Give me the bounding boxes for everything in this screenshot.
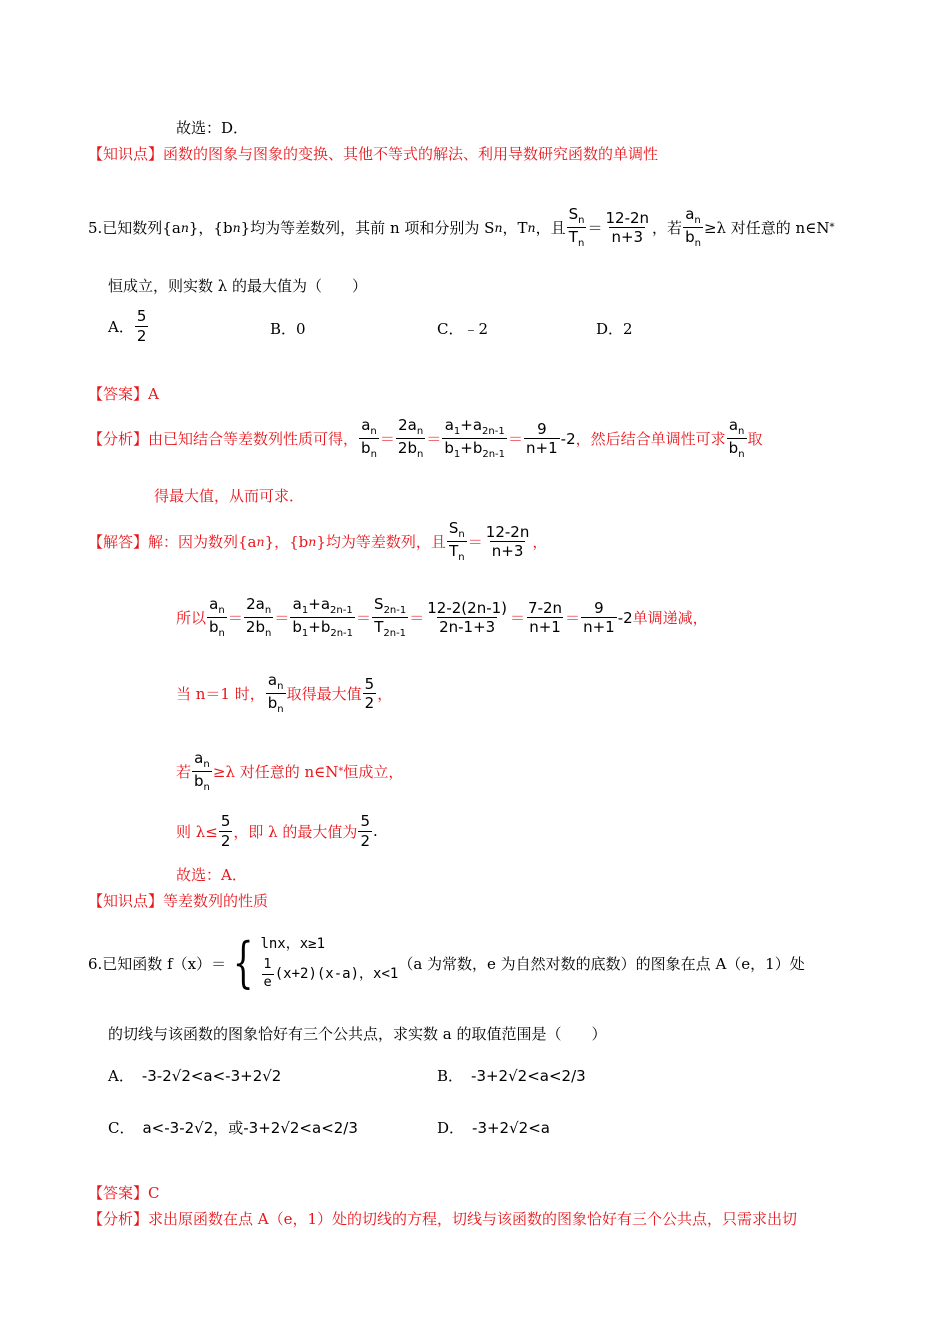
knowledge-point-line: [88, 143, 658, 164]
q5-solution-line5: 则 λ≤ $\frac{5}{2}$ ，即 λ 的最大值为 $\frac{5}{2}$ .: [176, 812, 378, 850]
q5-option-a: A． $\frac{5}{2}$: [108, 307, 147, 345]
q5-answer-line: [88, 383, 159, 404]
solution-tag: 【解答】: [88, 533, 149, 551]
q5-stem-line1: 5.已知数列{a n }，{b n }均为等差数列，其前 n 项和分别为 S n ，T n ，且 $\frac{S_n}{T_n}$ ＝ $\frac{12-2n}{n+3}$ ，若 $\frac{a_n}{b_n}$ ≥λ 对任意的 n∈N *: [88, 205, 835, 249]
q5-option-d: D．2: [596, 320, 633, 338]
frac-an-bn: $\frac{a_n}{b_n}$: [685, 205, 701, 249]
q6-analysis-line: 【分析】求出原函数在点 A（e，1）处的切线的方程，切线与该函数的图象恰好有三个公共点，只需求出切: [88, 1210, 798, 1228]
left-brace-icon: {: [232, 931, 254, 994]
q5-option-b: B．0: [270, 320, 306, 338]
q5-solution-line3: 当 n＝1 时， $\frac{a_n}{b_n}$ 取得最大值 $\frac{5}{2}$ ，: [176, 671, 393, 715]
q5-knowledge-line: 【知识点】等差数列的性质: [88, 892, 269, 910]
answer-tag: 【答案】: [88, 385, 149, 403]
q6-option-a: A． -3-2√2<a<-3+2√2: [108, 1066, 282, 1085]
frac-5-2: $\frac{5}{2}$: [136, 307, 147, 345]
q5-solution-line2: 所以 $\frac{a_n}{b_n}$ ＝ $\frac{2a_n}{2b_n}$ ＝ $\frac{a_1+a_{2n-1}}{b_1+b_{2n-1}}$ ＝ $\frac{S_{2n-1}}{T_{2n-1}}$ ＝ $\frac{12-2(2n-1)}{2n-1+3}$ ＝ $\frac{7-2n}{n+1}$ ＝ $\frac{9}{n+1}$ -2 单调递减，: [176, 595, 708, 639]
q5-solution-line1: 【解答】 解：因为数列{a n }，{b n }均为等差数列，且 $\frac{S_n}{T_n}$ ＝ $\frac{12-2n}{n+3}$ ，: [88, 519, 548, 563]
q5-analysis-line1: 【分析】 由已知结合等差数列性质可得， $\frac{a_n}{b_n}$ ＝ $\frac{2a_n}{2b_n}$ ＝ $\frac{a_1+a_{2n-1}}{b_1+b_{2n-1}}$ ＝ $\frac{9}{n+1}$ -2 ，然后结合单调性可求 $\frac{a_n}{b_n}$ 取: [88, 416, 763, 460]
frac-sn-tn: $\frac{S_n}{T_n}$: [568, 205, 585, 249]
knowledge-text: 函数的图象与图象的变换、其他不等式的解法、利用导数研究函数的单调性: [163, 145, 659, 163]
knowledge-tag: 【知识点】: [88, 145, 164, 163]
q5-choose-line: 故选：A．: [176, 866, 247, 884]
analysis-tag: 【分析】: [88, 430, 149, 448]
q6-option-c: C． a<-3-2√2，或-3+2√2<a<2/3: [108, 1119, 358, 1137]
frac-12-2n: $\frac{12-2n}{n+3}$: [605, 208, 650, 246]
q6-answer-line: 【答案】C: [88, 1184, 160, 1202]
piecewise-cases: [260, 936, 398, 990]
piecewise-case-2: $\frac{1}{e}$ (x+2)(x-a)，x<1: [263, 957, 399, 990]
q6-stem-line1: 6.已知函数 f（x）＝ { lnx，x≥1 $\frac{1}{e}$ (x+2)(x-a)，x<1 （a 为常数，e 为自然对数的底数）的图象在点 A（e，1）处: [88, 931, 805, 994]
piecewise-case-1: lnx，x≥1: [260, 936, 326, 953]
q5-stem-line2: 恒成立，则实数 λ 的最大值为（ ）: [108, 277, 368, 295]
q6-option-b: B． -3+2√2<a<2/3: [437, 1066, 586, 1085]
q6-stem-line2: 的切线与该函数的图象恰好有三个公共点，求实数 a 的取值范围是（ ）: [108, 1025, 607, 1043]
q5-analysis-line2: 得最大值，从而可求．: [154, 487, 305, 505]
choose-d-line: 故选：D．: [176, 119, 249, 137]
answer-value: A: [148, 385, 159, 403]
q6-option-d: D． -3+2√2<a: [437, 1118, 550, 1137]
q5-solution-line4: 若 $\frac{a_n}{b_n}$ ≥λ 对任意的 n∈N * 恒成立，: [176, 749, 404, 793]
q5-option-c: C．﹣2: [437, 320, 489, 338]
